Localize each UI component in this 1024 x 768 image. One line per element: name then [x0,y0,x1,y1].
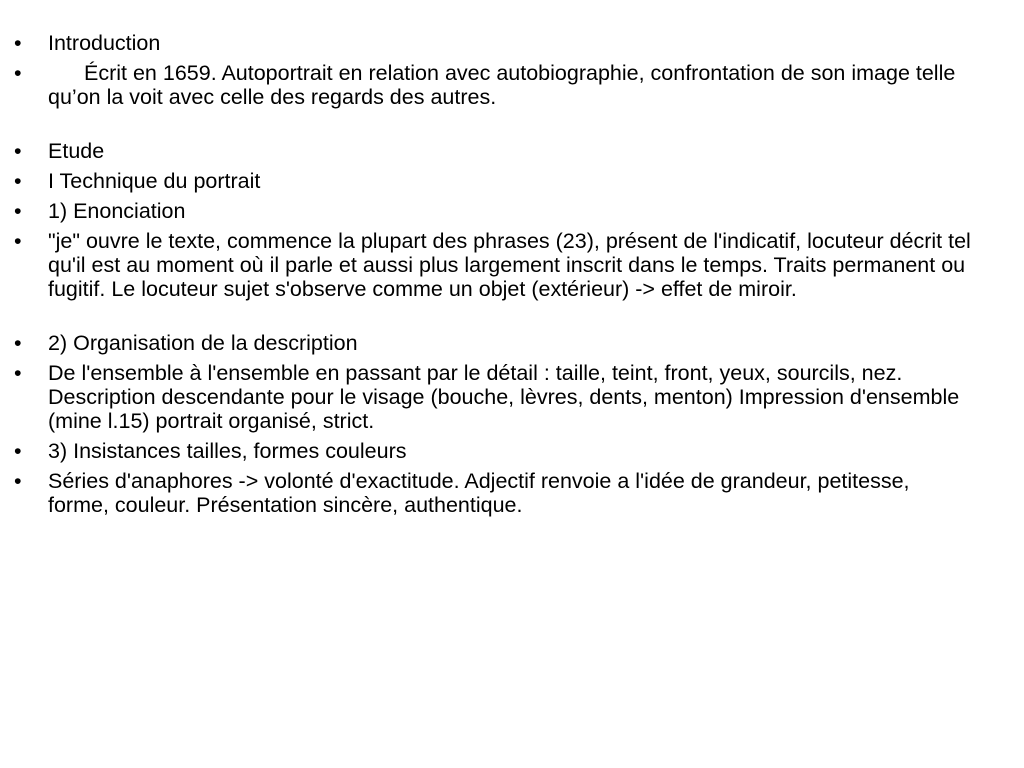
bullet-item-intro-text [0,61,974,109]
bullet-icon: • [14,469,22,493]
bullet-item-technique [0,169,974,193]
bullet-item-enonciation-text [0,229,974,301]
bullet-text: 1) Enonciation [48,199,186,223]
bullet-text: Écrit en 1659. Autoportrait en relation avec autobiographie, confrontation de son image telle qu’on la voit avec celle des regards des autres. [48,61,956,109]
bullet-item-enonciation [0,199,974,223]
bullet-icon: • [14,229,22,253]
bullet-text: I Technique du portrait [48,169,261,193]
bullet-icon: • [14,361,22,385]
bullet-icon: • [14,439,22,463]
bullet-item-introduction [0,31,974,55]
bullet-text: Introduction [48,31,161,55]
bullet-icon: • [14,61,22,85]
bullet-text: Séries d'anaphores -> volonté d'exactitude. Adjectif renvoie a l'idée de grandeur, petitesse, forme, couleur. Présentation sincère, authentique. [48,469,910,517]
bullet-text: Etude [48,139,105,163]
bullet-text: 2) Organisation de la description [48,331,358,355]
bullet-icon: • [14,31,22,55]
bullet-item-etude [0,139,974,163]
bullet-icon: • [14,199,22,223]
bullet-icon: • [14,139,22,163]
bullet-icon: • [14,331,22,355]
bullet-icon: • [14,169,22,193]
bullet-text: De l'ensemble à l'ensemble en passant par le détail : taille, teint, front, yeux, sourcils, nez. Description descendante pour le visage (bouche, lèvres, dents, menton) Impression d'ensemble (mine l.15) portrait organisé, strict. [48,361,960,433]
bullet-text: "je" ouvre le texte, commence la plupart des phrases (23), présent de l'indicatif, locuteur décrit tel qu'il est au moment où il parle et aussi plus largement inscrit dans le temps. Traits permanent ou fugitif. Le locuteur sujet s'observe comme un objet (extérieur) -> effet de miroir. [48,229,971,301]
bullet-item-insistances-text [0,469,974,517]
bullet-item-organisation [0,331,974,355]
bullet-text: 3) Insistances tailles, formes couleurs [48,439,407,463]
bullet-list [0,31,1024,517]
bullet-item-insistances [0,439,974,463]
bullet-item-organisation-text [0,361,974,433]
